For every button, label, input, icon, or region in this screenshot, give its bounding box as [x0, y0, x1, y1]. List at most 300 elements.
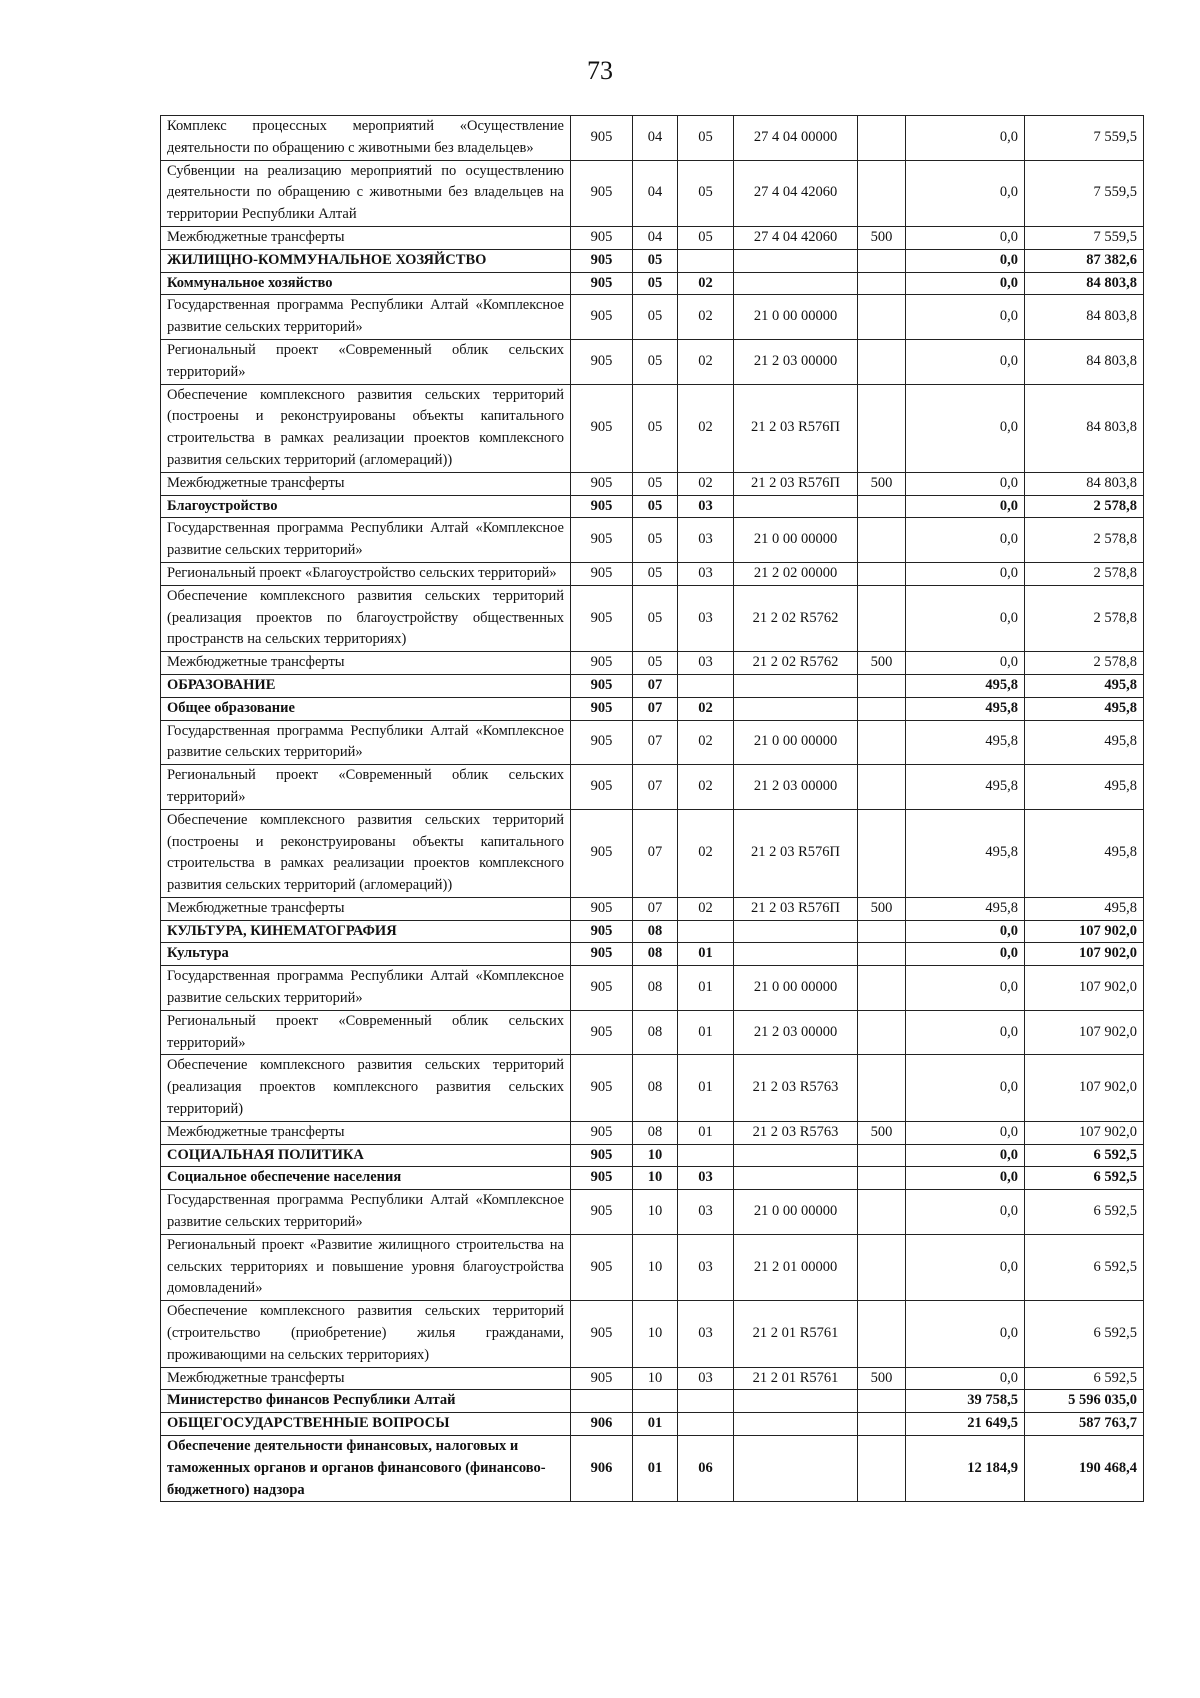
row-amount-1: 0,0	[906, 1190, 1025, 1235]
row-target-article: 21 2 03 00000	[734, 765, 858, 810]
row-expense-type	[858, 585, 906, 651]
row-section-code: 10	[633, 1301, 678, 1367]
row-amount-2: 84 803,8	[1025, 384, 1144, 472]
row-section-code: 04	[633, 226, 678, 249]
row-expense-type	[858, 160, 906, 226]
row-section-code: 05	[633, 652, 678, 675]
row-expense-type	[858, 249, 906, 272]
row-subsection-code	[678, 920, 734, 943]
row-amount-1: 495,8	[906, 697, 1025, 720]
row-amount-1: 0,0	[906, 226, 1025, 249]
row-subsection-code: 05	[678, 160, 734, 226]
row-expense-type	[858, 562, 906, 585]
row-amount-2: 84 803,8	[1025, 472, 1144, 495]
row-amount-1: 0,0	[906, 249, 1025, 272]
row-name: Благоустройство	[161, 495, 571, 518]
row-amount-1: 0,0	[906, 295, 1025, 340]
row-subsection-code: 03	[678, 1367, 734, 1390]
table-row	[161, 116, 1144, 161]
row-amount-2: 7 559,5	[1025, 226, 1144, 249]
table-row	[161, 226, 1144, 249]
row-subsection-code: 01	[678, 1010, 734, 1055]
row-target-article	[734, 272, 858, 295]
row-gr-code: 905	[571, 249, 633, 272]
row-expense-type	[858, 1390, 906, 1413]
row-amount-1: 495,8	[906, 720, 1025, 765]
row-amount-2: 107 902,0	[1025, 943, 1144, 966]
budget-table	[160, 115, 1144, 1502]
row-amount-1: 0,0	[906, 1301, 1025, 1367]
row-target-article: 21 2 03 R576П	[734, 384, 858, 472]
table-row	[161, 809, 1144, 897]
row-name: Социальное обеспечение населения	[161, 1167, 571, 1190]
row-subsection-code: 02	[678, 295, 734, 340]
row-name: ЖИЛИЩНО-КОММУНАЛЬНОЕ ХОЗЯЙСТВО	[161, 249, 571, 272]
table-row	[161, 1301, 1144, 1367]
row-amount-1: 495,8	[906, 809, 1025, 897]
row-amount-1: 12 184,9	[906, 1436, 1025, 1502]
row-section-code: 07	[633, 697, 678, 720]
row-gr-code	[571, 1390, 633, 1413]
row-target-article: 21 2 02 00000	[734, 562, 858, 585]
row-amount-2: 84 803,8	[1025, 339, 1144, 384]
row-expense-type	[858, 1190, 906, 1235]
row-subsection-code: 03	[678, 1234, 734, 1300]
row-gr-code: 905	[571, 966, 633, 1011]
row-section-code: 10	[633, 1144, 678, 1167]
row-section-code: 10	[633, 1234, 678, 1300]
row-expense-type	[858, 295, 906, 340]
row-amount-1: 0,0	[906, 472, 1025, 495]
table-row	[161, 585, 1144, 651]
row-amount-1: 0,0	[906, 1055, 1025, 1121]
row-amount-2: 84 803,8	[1025, 295, 1144, 340]
row-amount-2: 107 902,0	[1025, 1055, 1144, 1121]
row-target-article	[734, 920, 858, 943]
row-expense-type	[858, 765, 906, 810]
row-name: Обеспечение комплексного развития сельских территорий (построены и реконструированы объекты капитального строительства в рамках реализации проектов комплексного развития сельских территорий (агломераций))	[161, 809, 571, 897]
row-subsection-code	[678, 1144, 734, 1167]
table-row	[161, 518, 1144, 563]
row-target-article: 21 2 01 R5761	[734, 1301, 858, 1367]
row-subsection-code	[678, 249, 734, 272]
row-gr-code: 905	[571, 1234, 633, 1300]
row-name: Государственная программа Республики Алтай «Комплексное развитие сельских территорий»	[161, 720, 571, 765]
row-gr-code: 905	[571, 339, 633, 384]
row-subsection-code: 03	[678, 518, 734, 563]
row-expense-type	[858, 1167, 906, 1190]
row-gr-code: 905	[571, 562, 633, 585]
table-row	[161, 272, 1144, 295]
row-expense-type	[858, 920, 906, 943]
row-target-article: 21 0 00 00000	[734, 295, 858, 340]
row-name: Межбюджетные трансферты	[161, 226, 571, 249]
row-expense-type	[858, 720, 906, 765]
row-section-code: 05	[633, 518, 678, 563]
row-target-article	[734, 1390, 858, 1413]
page-number: 73	[587, 56, 613, 85]
row-section-code: 04	[633, 116, 678, 161]
row-target-article	[734, 943, 858, 966]
row-target-article	[734, 1436, 858, 1502]
row-section-code: 08	[633, 1121, 678, 1144]
table-row	[161, 920, 1144, 943]
table-row	[161, 1167, 1144, 1190]
table-row	[161, 720, 1144, 765]
row-expense-type	[858, 697, 906, 720]
row-section-code: 10	[633, 1367, 678, 1390]
row-gr-code: 905	[571, 384, 633, 472]
row-expense-type	[858, 339, 906, 384]
table-row	[161, 966, 1144, 1011]
row-target-article: 21 2 03 00000	[734, 339, 858, 384]
table-row	[161, 160, 1144, 226]
row-target-article	[734, 1413, 858, 1436]
row-name: ОБРАЗОВАНИЕ	[161, 674, 571, 697]
row-gr-code: 905	[571, 697, 633, 720]
row-amount-1: 495,8	[906, 674, 1025, 697]
row-amount-2: 495,8	[1025, 720, 1144, 765]
row-target-article: 21 0 00 00000	[734, 518, 858, 563]
row-subsection-code: 03	[678, 585, 734, 651]
row-subsection-code: 05	[678, 116, 734, 161]
row-section-code: 01	[633, 1413, 678, 1436]
row-name: Межбюджетные трансферты	[161, 1121, 571, 1144]
row-name: Государственная программа Республики Алтай «Комплексное развитие сельских территорий»	[161, 518, 571, 563]
row-name: Межбюджетные трансферты	[161, 652, 571, 675]
row-subsection-code: 01	[678, 1055, 734, 1121]
row-target-article	[734, 697, 858, 720]
row-name: Коммунальное хозяйство	[161, 272, 571, 295]
row-target-article: 21 2 03 R576П	[734, 472, 858, 495]
row-gr-code: 905	[571, 226, 633, 249]
row-amount-2: 6 592,5	[1025, 1367, 1144, 1390]
row-target-article: 21 2 03 R576П	[734, 897, 858, 920]
row-amount-1: 0,0	[906, 943, 1025, 966]
row-subsection-code: 03	[678, 495, 734, 518]
table-row	[161, 652, 1144, 675]
row-amount-2: 2 578,8	[1025, 562, 1144, 585]
row-target-article	[734, 495, 858, 518]
row-gr-code: 905	[571, 652, 633, 675]
row-subsection-code: 02	[678, 272, 734, 295]
row-gr-code: 905	[571, 920, 633, 943]
row-gr-code: 905	[571, 897, 633, 920]
table-row	[161, 1413, 1144, 1436]
row-subsection-code	[678, 1413, 734, 1436]
row-amount-1: 0,0	[906, 562, 1025, 585]
row-target-article: 21 2 03 R576П	[734, 809, 858, 897]
row-expense-type: 500	[858, 652, 906, 675]
row-gr-code: 905	[571, 1301, 633, 1367]
row-section-code: 07	[633, 720, 678, 765]
row-target-article: 21 2 02 R5762	[734, 585, 858, 651]
row-expense-type	[858, 1055, 906, 1121]
row-gr-code: 905	[571, 943, 633, 966]
row-gr-code: 905	[571, 472, 633, 495]
row-amount-2: 84 803,8	[1025, 272, 1144, 295]
row-amount-2: 5 596 035,0	[1025, 1390, 1144, 1413]
row-amount-2: 6 592,5	[1025, 1190, 1144, 1235]
row-section-code: 08	[633, 1010, 678, 1055]
table-row	[161, 339, 1144, 384]
row-amount-2: 7 559,5	[1025, 116, 1144, 161]
row-gr-code: 905	[571, 1121, 633, 1144]
row-expense-type: 500	[858, 1367, 906, 1390]
row-expense-type: 500	[858, 897, 906, 920]
row-subsection-code	[678, 1390, 734, 1413]
row-expense-type: 500	[858, 472, 906, 495]
row-name: Региональный проект «Современный облик сельских территорий»	[161, 339, 571, 384]
row-name: Общее образование	[161, 697, 571, 720]
row-target-article: 21 2 01 R5761	[734, 1367, 858, 1390]
row-section-code: 07	[633, 897, 678, 920]
row-section-code: 05	[633, 472, 678, 495]
row-amount-1: 0,0	[906, 384, 1025, 472]
row-section-code: 05	[633, 384, 678, 472]
row-gr-code: 905	[571, 1055, 633, 1121]
table-row	[161, 495, 1144, 518]
table-row	[161, 1144, 1144, 1167]
row-amount-2: 587 763,7	[1025, 1413, 1144, 1436]
row-amount-2: 495,8	[1025, 674, 1144, 697]
row-amount-1: 0,0	[906, 920, 1025, 943]
row-target-article: 21 2 03 00000	[734, 1010, 858, 1055]
row-target-article	[734, 1144, 858, 1167]
row-amount-2: 495,8	[1025, 765, 1144, 810]
table-row	[161, 943, 1144, 966]
row-gr-code: 905	[571, 674, 633, 697]
row-section-code: 07	[633, 809, 678, 897]
row-section-code	[633, 1390, 678, 1413]
table-row	[161, 562, 1144, 585]
row-subsection-code: 02	[678, 384, 734, 472]
row-amount-1: 0,0	[906, 1121, 1025, 1144]
row-section-code: 08	[633, 966, 678, 1011]
row-subsection-code: 01	[678, 943, 734, 966]
row-target-article: 21 0 00 00000	[734, 720, 858, 765]
table-row	[161, 472, 1144, 495]
row-subsection-code: 03	[678, 1167, 734, 1190]
row-amount-2: 495,8	[1025, 697, 1144, 720]
row-subsection-code: 05	[678, 226, 734, 249]
row-target-article: 21 2 03 R5763	[734, 1121, 858, 1144]
row-amount-1: 21 649,5	[906, 1413, 1025, 1436]
row-name: Обеспечение деятельности финансовых, налоговых и таможенных органов и органов финансового (финансово-бюджетного) надзора	[161, 1436, 571, 1502]
row-gr-code: 905	[571, 160, 633, 226]
row-subsection-code: 02	[678, 765, 734, 810]
row-amount-2: 190 468,4	[1025, 1436, 1144, 1502]
row-subsection-code: 02	[678, 720, 734, 765]
row-expense-type: 500	[858, 226, 906, 249]
row-subsection-code: 02	[678, 339, 734, 384]
table-row	[161, 1367, 1144, 1390]
row-subsection-code: 03	[678, 562, 734, 585]
row-target-article	[734, 674, 858, 697]
row-section-code: 04	[633, 160, 678, 226]
table-row	[161, 1190, 1144, 1235]
row-expense-type	[858, 1010, 906, 1055]
row-gr-code: 905	[571, 1144, 633, 1167]
row-expense-type: 500	[858, 1121, 906, 1144]
row-gr-code: 906	[571, 1436, 633, 1502]
row-section-code: 08	[633, 920, 678, 943]
table-row	[161, 1390, 1144, 1413]
row-gr-code: 905	[571, 272, 633, 295]
row-target-article: 27 4 04 42060	[734, 226, 858, 249]
row-target-article: 27 4 04 42060	[734, 160, 858, 226]
row-name: Региональный проект «Современный облик сельских территорий»	[161, 1010, 571, 1055]
row-expense-type	[858, 809, 906, 897]
row-amount-2: 6 592,5	[1025, 1301, 1144, 1367]
table-row	[161, 384, 1144, 472]
row-gr-code: 905	[571, 295, 633, 340]
row-expense-type	[858, 943, 906, 966]
row-expense-type	[858, 495, 906, 518]
row-expense-type	[858, 518, 906, 563]
row-gr-code: 905	[571, 518, 633, 563]
row-name: Государственная программа Республики Алтай «Комплексное развитие сельских территорий»	[161, 1190, 571, 1235]
row-target-article: 21 0 00 00000	[734, 966, 858, 1011]
row-target-article: 21 0 00 00000	[734, 1190, 858, 1235]
row-name: Обеспечение комплексного развития сельских территорий (реализация проектов комплексного развития сельских территорий)	[161, 1055, 571, 1121]
row-section-code: 10	[633, 1167, 678, 1190]
row-amount-2: 495,8	[1025, 809, 1144, 897]
row-target-article: 21 2 01 00000	[734, 1234, 858, 1300]
row-subsection-code: 02	[678, 472, 734, 495]
row-name: Обеспечение комплексного развития сельских территорий (реализация проектов по благоустройству общественных пространств на сельских территориях)	[161, 585, 571, 651]
row-amount-1: 0,0	[906, 339, 1025, 384]
row-subsection-code: 03	[678, 1190, 734, 1235]
row-amount-1: 39 758,5	[906, 1390, 1025, 1413]
row-section-code: 01	[633, 1436, 678, 1502]
row-amount-2: 87 382,6	[1025, 249, 1144, 272]
row-target-article	[734, 249, 858, 272]
row-target-article: 21 2 02 R5762	[734, 652, 858, 675]
row-amount-2: 2 578,8	[1025, 518, 1144, 563]
table-row	[161, 1010, 1144, 1055]
row-name: Государственная программа Республики Алтай «Комплексное развитие сельских территорий»	[161, 966, 571, 1011]
row-name: Межбюджетные трансферты	[161, 472, 571, 495]
row-amount-1: 0,0	[906, 116, 1025, 161]
row-name: Региональный проект «Современный облик сельских территорий»	[161, 765, 571, 810]
row-name: Государственная программа Республики Алтай «Комплексное развитие сельских территорий»	[161, 295, 571, 340]
row-gr-code: 905	[571, 720, 633, 765]
row-subsection-code: 01	[678, 1121, 734, 1144]
row-amount-2: 495,8	[1025, 897, 1144, 920]
table-row	[161, 697, 1144, 720]
row-gr-code: 905	[571, 1190, 633, 1235]
row-amount-2: 2 578,8	[1025, 652, 1144, 675]
row-amount-1: 0,0	[906, 1010, 1025, 1055]
row-section-code: 05	[633, 339, 678, 384]
row-amount-1: 495,8	[906, 897, 1025, 920]
table-row	[161, 249, 1144, 272]
row-gr-code: 905	[571, 495, 633, 518]
row-amount-2: 6 592,5	[1025, 1167, 1144, 1190]
row-expense-type	[858, 272, 906, 295]
row-expense-type	[858, 1144, 906, 1167]
row-amount-1: 0,0	[906, 1144, 1025, 1167]
row-amount-2: 2 578,8	[1025, 585, 1144, 651]
row-amount-1: 0,0	[906, 652, 1025, 675]
table-row	[161, 765, 1144, 810]
row-expense-type	[858, 1301, 906, 1367]
row-expense-type	[858, 1413, 906, 1436]
row-subsection-code: 06	[678, 1436, 734, 1502]
row-target-article: 21 2 03 R5763	[734, 1055, 858, 1121]
row-subsection-code: 02	[678, 897, 734, 920]
row-subsection-code: 03	[678, 1301, 734, 1367]
table-row	[161, 1436, 1144, 1502]
row-gr-code: 905	[571, 585, 633, 651]
row-amount-2: 6 592,5	[1025, 1234, 1144, 1300]
row-name: Министерство финансов Республики Алтай	[161, 1390, 571, 1413]
row-name: Субвенции на реализацию мероприятий по осуществлению деятельности по обращению с животными без владельцев на территории Республики Алтай	[161, 160, 571, 226]
row-section-code: 05	[633, 562, 678, 585]
row-section-code: 05	[633, 295, 678, 340]
table-row	[161, 1234, 1144, 1300]
row-subsection-code: 03	[678, 652, 734, 675]
row-amount-2: 6 592,5	[1025, 1144, 1144, 1167]
row-subsection-code: 01	[678, 966, 734, 1011]
table-row	[161, 1055, 1144, 1121]
row-name: Региональный проект «Благоустройство сельских территорий»	[161, 562, 571, 585]
row-name: Межбюджетные трансферты	[161, 1367, 571, 1390]
row-amount-1: 0,0	[906, 1367, 1025, 1390]
row-subsection-code	[678, 674, 734, 697]
row-gr-code: 905	[571, 1167, 633, 1190]
row-name: Межбюджетные трансферты	[161, 897, 571, 920]
row-section-code: 05	[633, 249, 678, 272]
table-row	[161, 1121, 1144, 1144]
row-gr-code: 905	[571, 765, 633, 810]
row-amount-2: 107 902,0	[1025, 966, 1144, 1011]
row-subsection-code: 02	[678, 697, 734, 720]
row-amount-1: 0,0	[906, 966, 1025, 1011]
row-section-code: 07	[633, 765, 678, 810]
table-row	[161, 295, 1144, 340]
row-amount-1: 0,0	[906, 495, 1025, 518]
row-amount-2: 107 902,0	[1025, 1010, 1144, 1055]
row-amount-2: 2 578,8	[1025, 495, 1144, 518]
row-section-code: 08	[633, 1055, 678, 1121]
row-target-article: 27 4 04 00000	[734, 116, 858, 161]
row-target-article	[734, 1167, 858, 1190]
row-gr-code: 905	[571, 1367, 633, 1390]
row-gr-code: 905	[571, 1010, 633, 1055]
row-amount-2: 107 902,0	[1025, 1121, 1144, 1144]
row-section-code: 07	[633, 674, 678, 697]
row-section-code: 05	[633, 495, 678, 518]
row-gr-code: 906	[571, 1413, 633, 1436]
row-name: СОЦИАЛЬНАЯ ПОЛИТИКА	[161, 1144, 571, 1167]
row-amount-1: 0,0	[906, 272, 1025, 295]
row-name: Региональный проект «Развитие жилищного строительства на сельских территориях и повышение уровня благоустройства домовладений»	[161, 1234, 571, 1300]
row-amount-2: 107 902,0	[1025, 920, 1144, 943]
row-expense-type	[858, 966, 906, 1011]
row-amount-1: 0,0	[906, 518, 1025, 563]
row-name: Культура	[161, 943, 571, 966]
row-expense-type	[858, 674, 906, 697]
row-section-code: 10	[633, 1190, 678, 1235]
row-section-code: 05	[633, 585, 678, 651]
row-section-code: 05	[633, 272, 678, 295]
row-amount-1: 0,0	[906, 160, 1025, 226]
row-expense-type	[858, 1436, 906, 1502]
row-amount-1: 0,0	[906, 585, 1025, 651]
table-row	[161, 674, 1144, 697]
